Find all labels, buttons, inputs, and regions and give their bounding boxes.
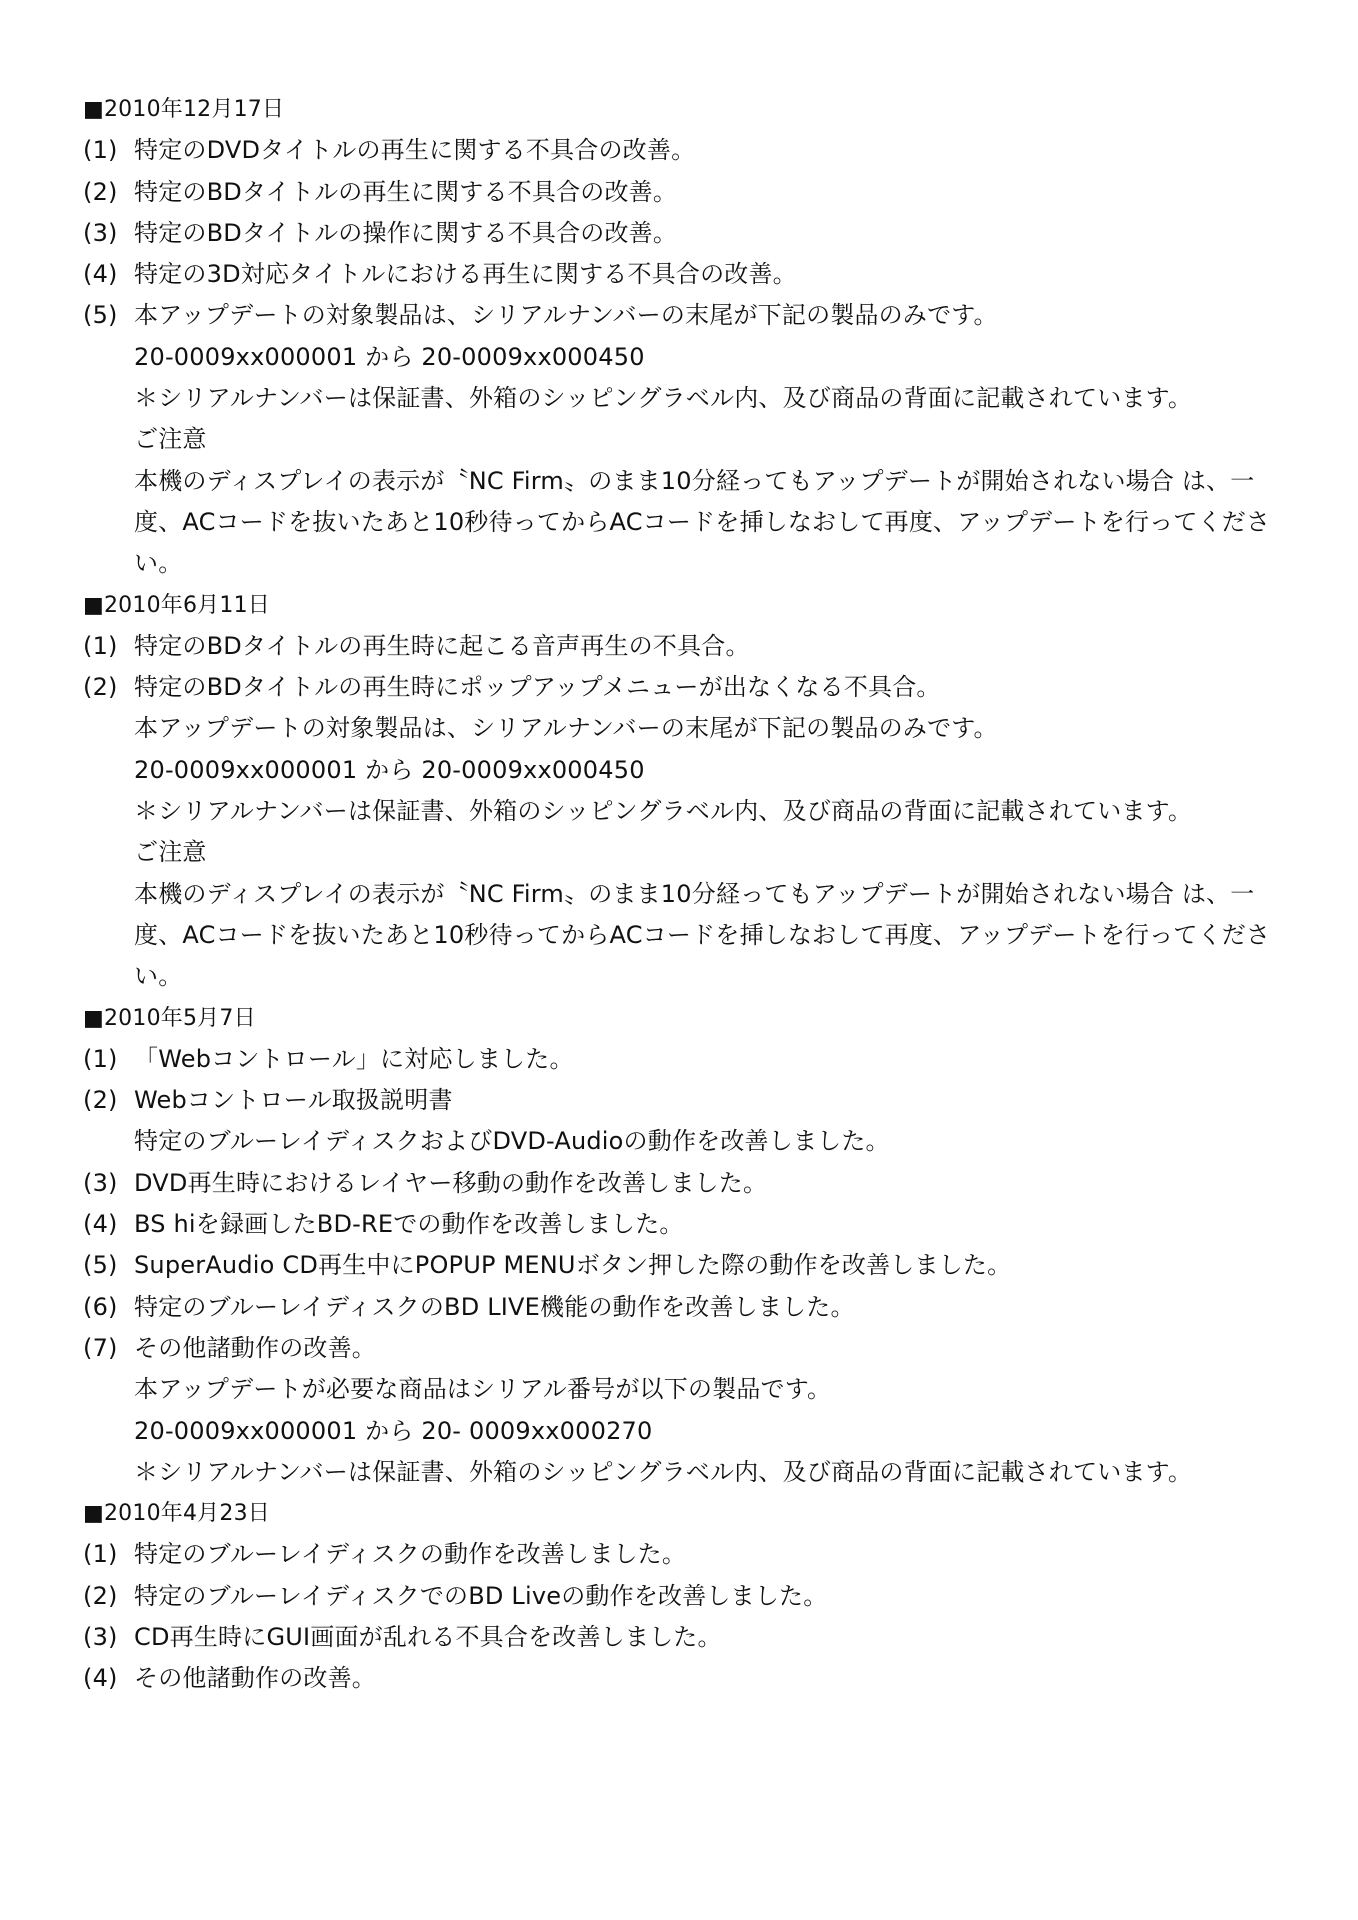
item-text: い。 (134, 962, 183, 991)
item-continuation (83, 502, 1283, 543)
numbered-item (83, 667, 1283, 708)
item-text: Webコントロール取扱説明書 (134, 1086, 453, 1115)
item-text: 特定の3D対応タイトルにおける再生に関する不具合の改善。 (134, 260, 797, 289)
numbered-item (83, 1576, 1283, 1617)
item-number: (2) (83, 1086, 118, 1115)
item-text: 本アップデートの対象製品は、シリアルナンバーの末尾が下記の製品のみです。 (134, 301, 998, 330)
item-continuation (83, 419, 1283, 460)
item-continuation (83, 708, 1283, 749)
item-text: DVD再生時におけるレイヤー移動の動作を改善しました。 (134, 1168, 768, 1197)
item-text: 本機のディスプレイの表示が〝NC Firm〟のまま10分経ってもアップデートが開始されない場合 は、一 (134, 466, 1255, 495)
item-text: 特定のブルーレイディスクの動作を改善しました。 (134, 1540, 687, 1569)
item-continuation (83, 750, 1283, 791)
item-text: その他諸動作の改善。 (134, 1664, 376, 1693)
numbered-item (83, 213, 1283, 254)
item-continuation (83, 1121, 1283, 1162)
item-text: 度、ACコードを抜いたあと10秒待ってからACコードを挿しなおして再度、アップデートを行ってくださ (134, 920, 1271, 949)
numbered-item (83, 295, 1283, 336)
numbered-item (83, 254, 1283, 295)
item-text: 特定のBDタイトルの再生時にポップアップメニューが出なくなる不具合。 (134, 673, 941, 702)
item-text: 本アップデートの対象製品は、シリアルナンバーの末尾が下記の製品のみです。 (134, 714, 998, 743)
item-number: (3) (83, 1622, 118, 1651)
section-date-heading: ■2010年6月11日 (83, 592, 270, 618)
numbered-item (83, 1245, 1283, 1286)
item-number: (4) (83, 1664, 118, 1693)
item-continuation (83, 543, 1283, 584)
item-continuation (83, 874, 1283, 915)
update-history-document (83, 89, 1283, 1700)
item-continuation (83, 1369, 1283, 1410)
item-text: 本機のディスプレイの表示が〝NC Firm〟のまま10分経ってもアップデートが開始されない場合 は、一 (134, 879, 1255, 908)
item-number: (4) (83, 260, 118, 289)
numbered-item (83, 1163, 1283, 1204)
item-text: 度、ACコードを抜いたあと10秒待ってからACコードを挿しなおして再度、アップデートを行ってくださ (134, 507, 1271, 536)
item-text: 20-0009xx000001 から 20- 0009xx000270 (134, 1416, 653, 1445)
item-text: 本アップデートが必要な商品はシリアル番号が以下の製品です。 (134, 1375, 832, 1404)
numbered-item (83, 1534, 1283, 1575)
item-text: 特定のBDタイトルの再生時に起こる音声再生の不具合。 (134, 631, 750, 660)
item-text: ご注意 (134, 838, 207, 867)
item-number: (1) (83, 1540, 118, 1569)
item-number: (1) (83, 136, 118, 165)
numbered-item (83, 172, 1283, 213)
item-continuation (83, 956, 1283, 997)
item-continuation (83, 337, 1283, 378)
item-text: 特定のBDタイトルの操作に関する不具合の改善。 (134, 218, 678, 247)
item-text: 特定のブルーレイディスクのBD LIVE機能の動作を改善しました。 (134, 1292, 855, 1321)
item-text: ご注意 (134, 425, 207, 454)
item-text: ＊シリアルナンバーは保証書、外箱のシッピングラベル内、及び商品の背面に記載されています。 (134, 797, 1193, 826)
item-text: 特定のブルーレイディスクでのBD Liveの動作を改善しました。 (134, 1581, 828, 1610)
item-continuation (83, 461, 1283, 502)
item-text: 「Webコントロール」に対応しました。 (134, 1044, 574, 1073)
numbered-item (83, 626, 1283, 667)
numbered-item (83, 1328, 1283, 1369)
item-number: (5) (83, 301, 118, 330)
item-text: SuperAudio CD再生中にPOPUP MENUボタン押した際の動作を改善しました。 (134, 1251, 1012, 1280)
item-text: 20-0009xx000001 から 20-0009xx000450 (134, 755, 645, 784)
numbered-item (83, 1287, 1283, 1328)
item-number: (3) (83, 218, 118, 247)
item-continuation (83, 832, 1283, 873)
item-number: (4) (83, 1210, 118, 1239)
item-number: (2) (83, 177, 118, 206)
section-date-heading: ■2010年5月7日 (83, 1005, 256, 1031)
item-number: (7) (83, 1333, 118, 1362)
numbered-item (83, 1039, 1283, 1080)
item-number: (2) (83, 673, 118, 702)
item-continuation (83, 378, 1283, 419)
numbered-item (83, 1658, 1283, 1699)
item-number: (1) (83, 631, 118, 660)
item-text: 20-0009xx000001 から 20-0009xx000450 (134, 342, 645, 371)
item-continuation (83, 1452, 1283, 1493)
item-number: (3) (83, 1168, 118, 1197)
item-text: CD再生時にGUI画面が乱れる不具合を改善しました。 (134, 1622, 722, 1651)
item-number: (6) (83, 1292, 118, 1321)
item-text: その他諸動作の改善。 (134, 1333, 376, 1362)
item-text: 特定のブルーレイディスクおよびDVD-Audioの動作を改善しました。 (134, 1127, 890, 1156)
item-text: 特定のBDタイトルの再生に関する不具合の改善。 (134, 177, 678, 206)
item-continuation (83, 1411, 1283, 1452)
numbered-item (83, 130, 1283, 171)
section-date-heading: ■2010年12月17日 (83, 97, 285, 122)
section-date-heading: ■2010年4月23日 (83, 1501, 270, 1527)
item-continuation (83, 915, 1283, 956)
item-number: (2) (83, 1581, 118, 1610)
numbered-item (83, 1204, 1283, 1245)
item-text: 特定のDVDタイトルの再生に関する不具合の改善。 (134, 136, 696, 165)
item-text: BS hiを録画したBD-REでの動作を改善しました。 (134, 1210, 684, 1239)
item-number: (1) (83, 1044, 118, 1073)
item-number: (5) (83, 1251, 118, 1280)
numbered-item (83, 1080, 1283, 1121)
item-text: ＊シリアルナンバーは保証書、外箱のシッピングラベル内、及び商品の背面に記載されています。 (134, 1457, 1193, 1486)
item-text: ＊シリアルナンバーは保証書、外箱のシッピングラベル内、及び商品の背面に記載されています。 (134, 384, 1193, 413)
numbered-item (83, 1617, 1283, 1658)
item-continuation (83, 791, 1283, 832)
item-text: い。 (134, 549, 183, 578)
